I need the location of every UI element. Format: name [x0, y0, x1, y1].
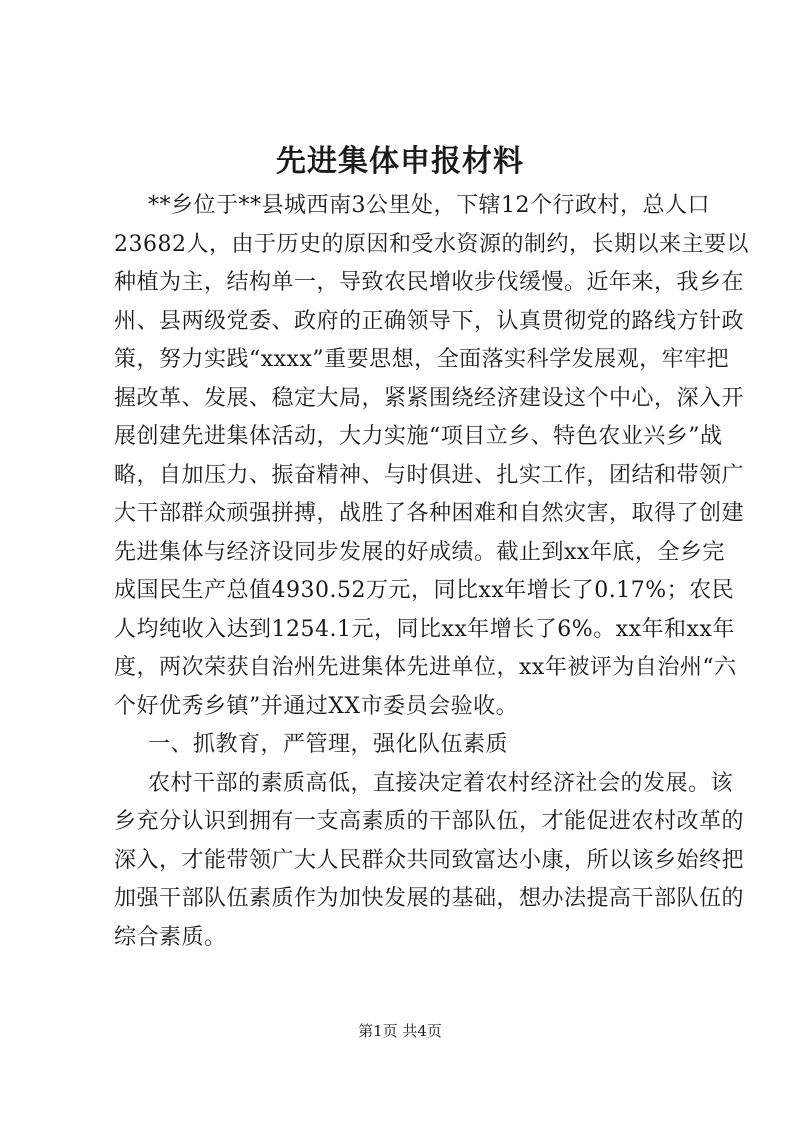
- paragraph-line: 个好优秀乡镇”并通过XX市委员会验收。: [114, 693, 519, 719]
- paragraph-line: 农村干部的素质高低，直接决定着农村经济社会的发展。该: [148, 770, 734, 796]
- section-heading: 一、抓教育，严管理，强化队伍素质: [148, 732, 509, 757]
- paragraph-line: 度，两次荣获自治州先进集体先进单位，xx年被评为自治州“六: [114, 655, 737, 680]
- paragraph-line: **乡位于**县城西南3公里处，下辖12个行政村，总人口: [148, 193, 710, 218]
- paragraph-line: 策，努力实践“xxxx”重要思想，全面落实科学发展观，牢牢把: [114, 347, 730, 372]
- document-title: 先进集体申报材料: [276, 144, 524, 179]
- paragraph-line: 加强干部队伍素质作为加快发展的基础，想办法提高干部队伍的: [114, 886, 745, 911]
- paragraph-line: 人均纯收入达到1254.1元，同比xx年增长了6%。xx年和xx年: [114, 616, 735, 642]
- paragraph-line: 展创建先进集体活动，大力实施“项目立乡、特色农业兴乡”战: [114, 424, 723, 449]
- paragraph-line: 略，自加压力、振奋精神、与时俱进、扎实工作，团结和带领广: [114, 462, 745, 488]
- paragraph-line: 综合素质。: [114, 924, 227, 950]
- document-body: [114, 187, 749, 957]
- paragraph-line: 种植为主，结构单一，导致农民增收步伐缓慢。近年来，我乡在: [114, 270, 745, 295]
- paragraph-line: 深入，才能带领广大人民群众共同致富达小康，所以该乡始终把: [114, 847, 745, 873]
- paragraph-line: 州、县两级党委、政府的正确领导下，认真贯彻党的路线方针政: [114, 308, 745, 334]
- paragraph-line: 乡充分认识到拥有一支高素质的干部队伍，才能促进农村改革的: [114, 809, 745, 834]
- paragraph-line: 先进集体与经济设同步发展的好成绩。截止到xx年底，全乡完: [114, 539, 725, 565]
- paragraph-line: 23682人，由于历史的原因和受水资源的制约，长期以来主要以: [114, 231, 749, 257]
- paragraph-line: 大干部群众顽强拼搏，战胜了各种困难和自然灾害，取得了创建: [114, 501, 745, 526]
- page-number-footer: 第1页 共4页: [358, 1022, 442, 1040]
- paragraph-line: 握改革、发展、稳定大局，紧紧围绕经济建设这个中心，深入开: [114, 385, 745, 411]
- paragraph-line: 成国民生产总值4930.52万元，同比xx年增长了0.17%；农民: [114, 578, 735, 603]
